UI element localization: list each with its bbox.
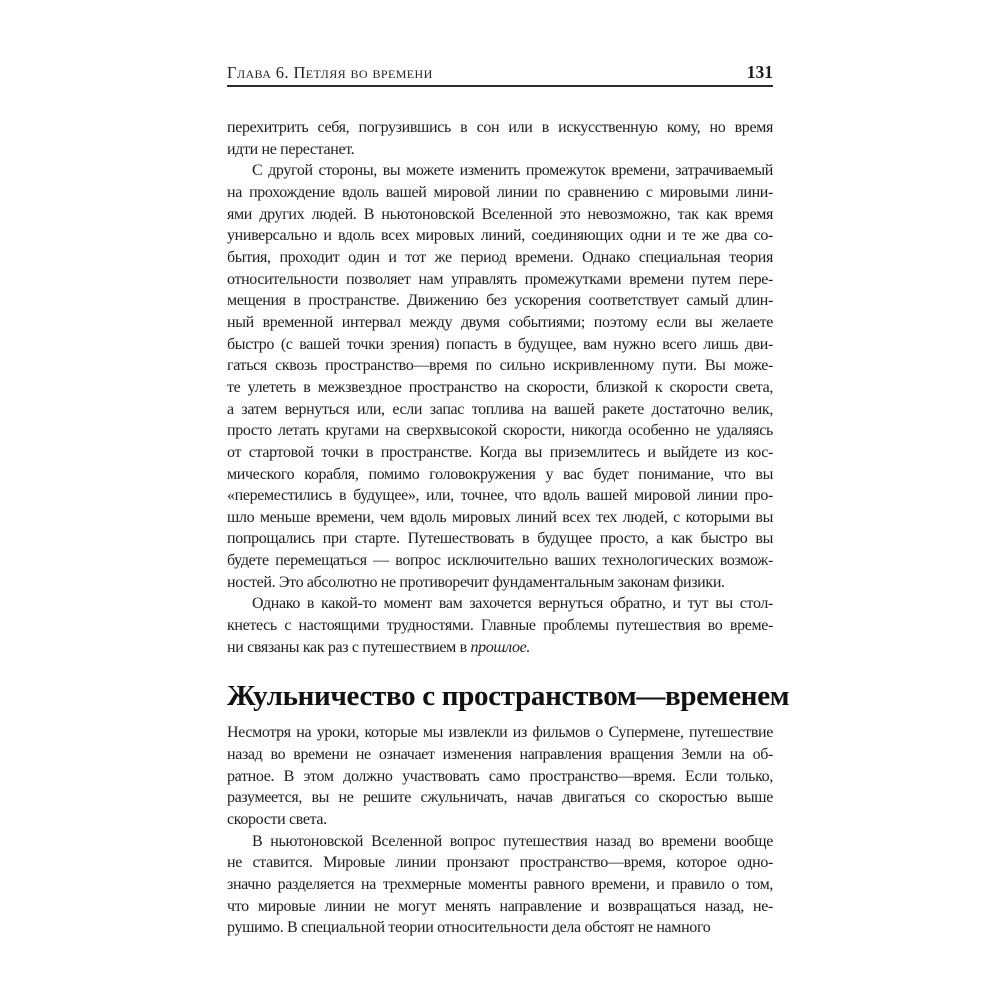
text-line: что мировые линии не могут менять направление и возвращаться назад, не- [227,897,773,915]
text-line: С другой стороны, вы можете изменить промежуток времени, затрачиваемый [252,162,773,180]
text-line: мического корабля, помимо головокружения у вас будет понимание, что вы [227,465,773,483]
page-number: 131 [746,62,773,82]
text-line: разумеется, вы не решите сжульничать, начав двигаться со скоростью выше [227,789,773,807]
text-line: мещения в пространстве. Движению без ускорения соответствует самый длин- [227,292,773,310]
text-line: скорости света. [227,811,327,829]
text-line: шло меньше времени, чем вдоль мировых линий всех тех людей, с которыми вы [227,508,773,526]
text-line: на прохождение вдоль вашей мировой линии по сравнению с мировыми лини- [227,183,773,201]
text-line: кнетесь с настоящими трудностями. Главные проблемы путешествия во време- [227,617,773,635]
text-line: а затем вернуться или, если запас топлива на вашей ракете достаточно велик, [227,400,773,418]
text-line: гаться сквозь пространство—время по сильно искривленному пути. Вы може- [227,357,773,375]
text-line: будете перемещаться — вопрос исключительно ваших технологических возмож- [227,552,773,570]
chapter-title: Глава 6. Петляя во времени [227,63,433,82]
running-head [227,63,773,82]
text-line: Несмотря на уроки, которые мы извлекли из фильмов о Супермене, путешествие [227,724,773,742]
text-line: ратное. В этом должно участвовать само пространство—время. Если только, [227,767,773,785]
header-rule [227,85,773,87]
text-line: те улететь в межзвездное пространство на скорости, близкой к скорости света, [227,378,773,396]
text-line: Однако в какой-то момент вам захочется вернуться обратно, и тут вы стол- [252,595,773,613]
text-line: попрощались при старте. Путешествовать в будущее просто, а как быстро вы [227,530,773,548]
text-line: значно разделяется на трехмерные моменты равного времени, и правило о том, [227,876,773,893]
text-line: рушимо. В специальной теории относительности дела обстоят не намного [227,919,711,937]
text-line: бытия, проходит один и тот же период времени. Однако специальная теория [227,248,773,266]
text-line: просто летать кругами на сверхвысокой скорости, никогда особенно не удаляясь [227,422,773,440]
text-line: идти не перестанет. [227,140,355,158]
text-line: назад во времени не означает изменения направления вращения Земли на об- [227,746,773,764]
text-line: от стартовой точки в пространстве. Когда вы приземлитесь и выйдете из кос- [227,443,773,461]
text-line: ни связаны как раз с путешествием в прошлое. [227,638,531,656]
text-line: быстро (с вашей точки зрения) попасть в будущее, вам нужно всего лишь дви- [227,335,773,353]
text-line: ностей. Это абсолютно не противоречит фундаментальным законам физики. [227,573,725,591]
text-line: универсально и вдоль всех мировых линий, соединяющих одни и те же два со- [227,227,773,245]
section-heading: Жульничество с пространством—временем [227,680,790,713]
text-line: перехитрить себя, погрузившись в сон или в искусственную кому, но время [227,119,773,136]
body-text [227,117,790,939]
text-line: ями других людей. В ньютоновской Вселенной это невозможно, так как время [227,205,773,223]
paragraph [227,117,773,160]
text-line: В ньютоновской Вселенной вопрос путешествия назад во времени вообще [252,832,773,850]
text-column [227,62,790,939]
paragraph [227,593,773,658]
text-line: относительности позволяет нам управлять промежутками времени путем пере- [227,270,773,288]
paragraph [227,722,773,830]
text-line: не ставится. Мировые линии пронзают пространство—время, которое одно- [227,854,773,872]
paragraph [227,160,773,593]
paragraph [227,831,773,939]
text-line: «переместились в будущее», или, точнее, что вдоль вашей мировой линии про- [227,487,773,505]
text-line: ный временной интервал между двумя событиями; поэтому если вы желаете [227,313,773,331]
